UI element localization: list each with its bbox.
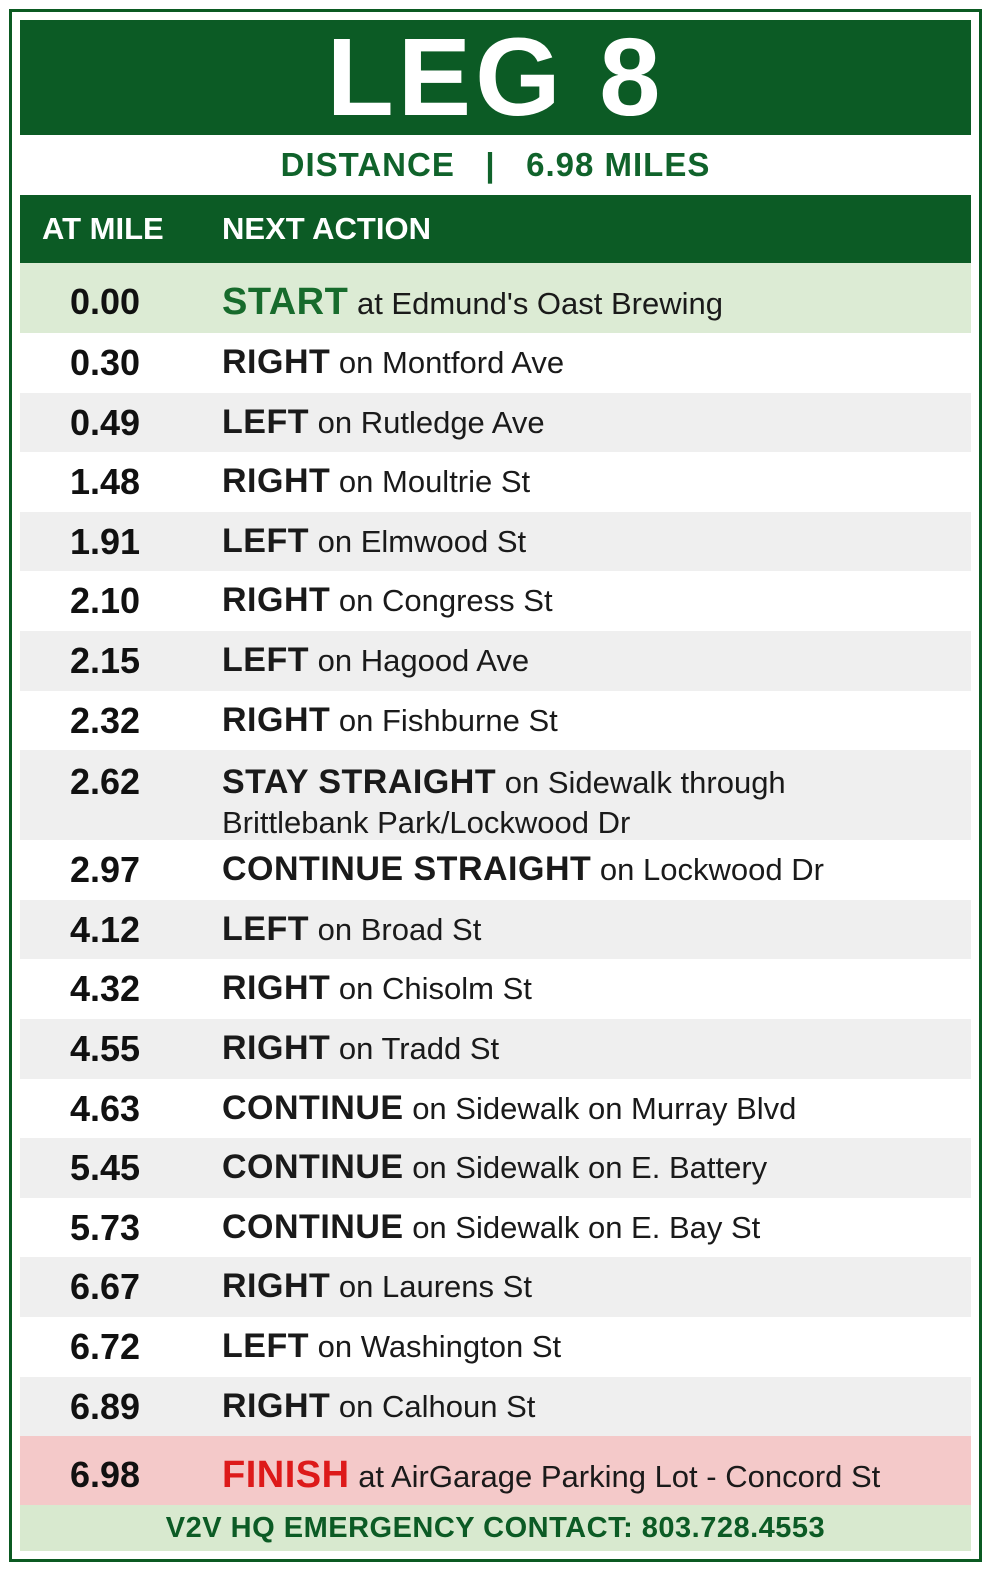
- row-action: [222, 1317, 951, 1377]
- row-action: [222, 1079, 951, 1139]
- row-mile: 1.48: [70, 461, 141, 503]
- action-detail: on Congress St: [338, 583, 553, 619]
- row-action: [222, 762, 951, 843]
- row-action: [222, 333, 951, 393]
- action-detail: on Sidewalk on Murray Blvd: [412, 1090, 797, 1126]
- action-detail-continued: Brittlebank Park/Lockwood Dr: [222, 805, 631, 841]
- row-action: [222, 840, 951, 900]
- table-row-finish: [20, 1436, 971, 1506]
- table-row: [20, 1377, 971, 1437]
- action-detail: on Elmwood St: [317, 523, 527, 559]
- table-row: [20, 1257, 971, 1317]
- action-verb: LEFT: [222, 909, 309, 948]
- row-mile: 2.32: [70, 699, 141, 741]
- table-row: [20, 691, 971, 751]
- row-action: [222, 452, 951, 512]
- table-row: [20, 900, 971, 960]
- table-row: [20, 1198, 971, 1258]
- row-mile: 6.98: [70, 1454, 141, 1496]
- action-verb: RIGHT: [222, 700, 331, 739]
- action-detail: on Laurens St: [338, 1269, 532, 1305]
- row-mile: 0.30: [70, 342, 141, 383]
- row-mile: 6.72: [70, 1325, 141, 1367]
- action-verb: RIGHT: [222, 581, 331, 620]
- action-verb: CONTINUE STRAIGHT: [222, 850, 592, 889]
- table-row-start: [20, 263, 971, 333]
- action-verb: START: [222, 281, 349, 323]
- row-action: [222, 1440, 951, 1512]
- action-verb: LEFT: [222, 521, 309, 560]
- row-action: [222, 631, 951, 691]
- cue-sheet-card: [9, 9, 982, 1562]
- row-action: [222, 1198, 951, 1258]
- header-at-mile: AT MILE: [42, 211, 164, 246]
- row-action: [222, 512, 951, 572]
- row-mile: 5.45: [70, 1147, 141, 1189]
- action-detail: on Broad St: [317, 911, 482, 947]
- action-detail: on Calhoun St: [338, 1388, 536, 1424]
- action-detail: on Tradd St: [338, 1030, 500, 1066]
- action-detail: on Fishburne St: [338, 702, 558, 738]
- action-verb: STAY STRAIGHT: [222, 763, 497, 802]
- row-mile: 6.67: [70, 1266, 141, 1308]
- action-verb: RIGHT: [222, 969, 331, 1008]
- action-verb: CONTINUE: [222, 1148, 404, 1187]
- row-mile: 4.12: [70, 908, 141, 950]
- table-row: [20, 333, 971, 393]
- row-action: [222, 267, 951, 339]
- directions-table: [20, 263, 971, 1506]
- table-row: [20, 1138, 971, 1198]
- row-mile: 1.91: [70, 520, 141, 562]
- action-detail: on Montford Ave: [338, 345, 565, 380]
- action-detail: on Sidewalk through: [504, 765, 786, 801]
- action-detail: on Sidewalk on E. Bay St: [412, 1209, 761, 1245]
- action-detail: on Moultrie St: [338, 464, 531, 500]
- action-verb: CONTINUE: [222, 1088, 404, 1127]
- table-row: [20, 1079, 971, 1139]
- table-row: [20, 840, 971, 900]
- emergency-contact: V2V HQ EMERGENCY CONTACT: 803.728.4553: [20, 1505, 971, 1551]
- row-action: [222, 1138, 951, 1198]
- row-mile: 2.10: [70, 580, 141, 622]
- header-next-action: NEXT ACTION: [222, 211, 431, 246]
- row-action: [222, 691, 951, 751]
- action-verb: LEFT: [222, 402, 309, 441]
- action-verb: CONTINUE: [222, 1207, 404, 1246]
- row-action: [222, 959, 951, 1019]
- action-detail: at AirGarage Parking Lot - Concord St: [358, 1459, 881, 1495]
- distance-value: 6.98 MILES: [526, 146, 711, 183]
- action-verb: LEFT: [222, 1326, 309, 1365]
- table-row: [20, 631, 971, 691]
- action-verb: LEFT: [222, 640, 309, 679]
- action-verb: RIGHT: [222, 462, 331, 501]
- table-row: [20, 571, 971, 631]
- action-detail: at Edmund's Oast Brewing: [356, 286, 724, 321]
- action-detail: on Washington St: [317, 1328, 562, 1364]
- table-row: [20, 1317, 971, 1377]
- row-mile: 4.55: [70, 1027, 141, 1069]
- row-mile: 0.49: [70, 401, 141, 443]
- row-action: [222, 571, 951, 631]
- page-title: LEG 8: [20, 20, 971, 135]
- distance-label: DISTANCE: [280, 146, 455, 183]
- row-mile: 6.89: [70, 1385, 141, 1427]
- action-verb: RIGHT: [222, 1028, 331, 1067]
- action-detail: on Sidewalk on E. Battery: [412, 1150, 768, 1186]
- action-detail: on Hagood Ave: [317, 642, 530, 678]
- table-header: [20, 195, 971, 263]
- row-mile: 2.15: [70, 639, 141, 681]
- table-row: [20, 452, 971, 512]
- distance-line: [20, 135, 971, 195]
- table-row: [20, 959, 971, 1019]
- action-detail: on Chisolm St: [338, 971, 532, 1007]
- action-verb: FINISH: [222, 1454, 350, 1497]
- action-detail: on Rutledge Ave: [317, 404, 545, 440]
- table-row: [20, 1019, 971, 1079]
- table-row: [20, 393, 971, 453]
- row-action: [222, 1019, 951, 1079]
- row-action: [222, 1377, 951, 1437]
- table-row: [20, 512, 971, 572]
- row-action: [222, 393, 951, 453]
- action-detail: on Lockwood Dr: [599, 852, 824, 888]
- row-mile: 2.97: [70, 849, 141, 891]
- row-mile: 4.32: [70, 968, 141, 1010]
- row-mile: 5.73: [70, 1206, 141, 1248]
- action-verb: RIGHT: [222, 343, 331, 381]
- row-action: [222, 900, 951, 960]
- row-action: [222, 1257, 951, 1317]
- table-row: [20, 750, 971, 840]
- action-verb: RIGHT: [222, 1386, 331, 1425]
- row-mile: 0.00: [70, 281, 141, 322]
- row-mile: 4.63: [70, 1087, 141, 1129]
- action-verb: RIGHT: [222, 1267, 331, 1306]
- row-mile: 2.62: [70, 761, 141, 803]
- distance-separator: |: [485, 146, 496, 183]
